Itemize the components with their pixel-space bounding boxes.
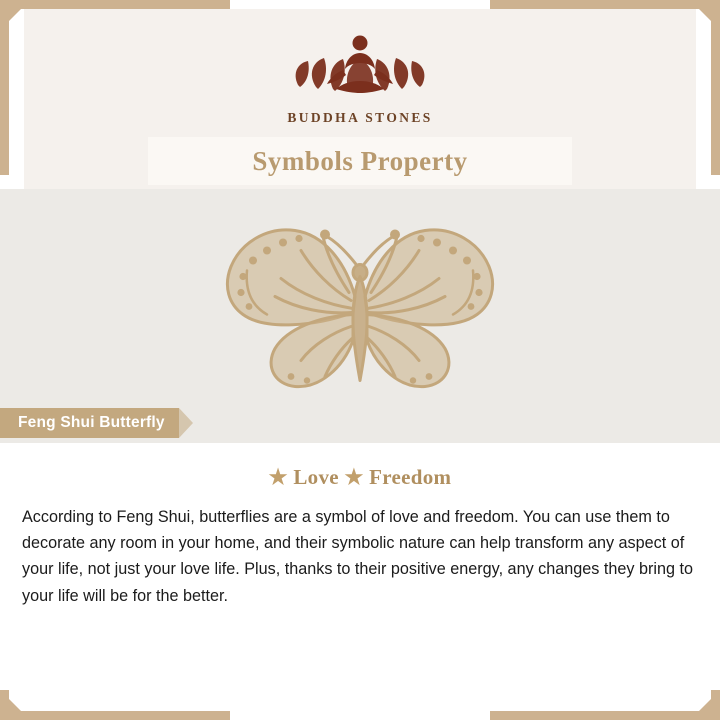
brand-logo-block (24, 29, 696, 126)
tag-label: Feng Shui Butterfly (18, 414, 165, 431)
corner-frame-bottom-left-horizontal (0, 711, 230, 720)
content-subtitle (0, 465, 720, 490)
corner-diagonal-bottom-left (0, 690, 30, 720)
feng-shui-butterfly-tag (0, 408, 179, 438)
description-area (0, 443, 720, 690)
description-paragraph: According to Feng Shui, butterflies are a symbol of love and freedom. You can use them to decorate any room in your home, and their symbolic nature can help transform any aspect of your life, not just your love life. Plus, thanks to their positive energy, any changes they bring to your life will be for the better. (22, 508, 693, 605)
header-area (24, 9, 696, 189)
title-band (148, 137, 572, 185)
butterfly-illustration (195, 209, 525, 424)
page-title: Symbols Property (252, 145, 468, 176)
corner-frame-bottom-right-horizontal (490, 711, 720, 720)
butterfly-image-area (0, 189, 720, 443)
star-icon-right: ★ (344, 465, 364, 489)
subtitle-word-love: Love (293, 465, 339, 489)
ribbon-fold-decoration (179, 408, 193, 438)
lotus-meditation-icon (24, 29, 696, 106)
star-icon-left: ★ (268, 465, 288, 489)
brand-name: BUDDHA STONES (287, 110, 433, 125)
corner-diagonal-bottom-right (690, 690, 720, 720)
subtitle-word-freedom: Freedom (369, 465, 452, 489)
